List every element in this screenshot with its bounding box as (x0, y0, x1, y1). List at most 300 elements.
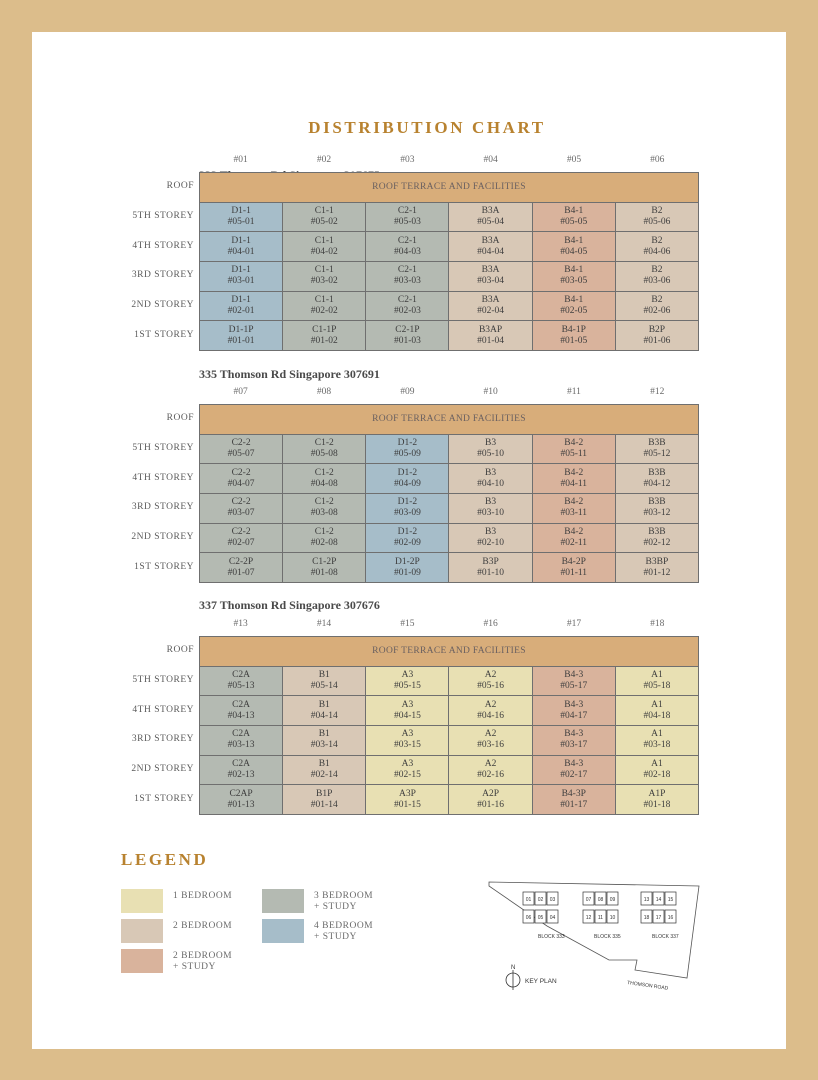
unit-number: #04-15 (393, 710, 421, 721)
unit-cell (616, 203, 698, 232)
unit-cell (200, 494, 282, 523)
unit-type: B2 (651, 205, 663, 216)
unit-number: #05-11 (560, 448, 588, 459)
key-plan-unit-number: 13 (643, 897, 650, 903)
unit-number: #04-14 (310, 710, 338, 721)
unit-number: #01-09 (393, 567, 421, 578)
key-plan-unit-number: 07 (585, 897, 592, 903)
unit-number: #02-11 (560, 537, 588, 548)
unit-type: C1-1 (314, 235, 334, 246)
unit-type: C2-1P (395, 324, 420, 335)
unit-number: #03-13 (227, 740, 255, 751)
unit-type: B4-3 (564, 758, 584, 769)
unit-type: B1 (318, 729, 330, 740)
unit-type: B1 (318, 699, 330, 710)
unit-type: A1 (651, 699, 663, 710)
storey-label: 1ST STOREY (134, 329, 194, 340)
unit-cell (366, 321, 448, 350)
unit-type: C1-1 (314, 294, 334, 305)
unit-cell (200, 262, 282, 291)
unit-type: A1 (651, 729, 663, 740)
legend-swatch (262, 919, 304, 943)
unit-cell (449, 203, 531, 232)
unit-cell (200, 726, 282, 755)
unit-cell (449, 524, 531, 553)
unit-type: C1-2 (314, 467, 334, 478)
unit-type: C2-2 (231, 437, 251, 448)
unit-grid-333 (199, 172, 699, 351)
storey-label: 5TH STOREY (132, 674, 194, 685)
unit-cell (449, 726, 531, 755)
key-plan-unit-number: 16 (667, 915, 674, 921)
unit-number: #02-18 (643, 769, 671, 780)
unit-number: #01-02 (310, 335, 338, 346)
unit-cell (533, 696, 615, 725)
unit-type: B4-3 (564, 699, 584, 710)
unit-number: #04-05 (560, 246, 588, 257)
unit-type: C2A (232, 729, 251, 740)
unit-number: #03-12 (643, 508, 671, 519)
unit-type: A1 (651, 758, 663, 769)
key-plan-unit-number: 05 (537, 915, 544, 921)
unit-type: B1 (318, 758, 330, 769)
legend-item-2-bedroom-study (121, 949, 232, 973)
column-header: #15 (400, 619, 415, 629)
unit-type: B2 (651, 265, 663, 276)
unit-type: A3P (398, 788, 416, 799)
legend-swatch (121, 949, 163, 973)
unit-number: #02-16 (477, 769, 505, 780)
unit-cell (616, 667, 698, 696)
unit-cell (533, 667, 615, 696)
unit-cell (616, 524, 698, 553)
unit-number: #05-16 (477, 680, 505, 691)
legend-item-4-bedroom-study (262, 919, 373, 943)
unit-type: B4-2 (564, 526, 584, 537)
unit-number: #02-06 (643, 305, 671, 316)
unit-type: C1-1 (314, 265, 334, 276)
unit-cell (283, 464, 365, 493)
column-header: #14 (316, 619, 332, 629)
unit-cell (366, 262, 448, 291)
unit-number: #01-12 (643, 567, 671, 578)
unit-type: A3 (401, 669, 414, 680)
unit-type: D1-2 (397, 526, 418, 537)
unit-type: D1-1 (231, 265, 251, 276)
unit-number: #02-03 (393, 305, 421, 316)
unit-cell (533, 553, 615, 582)
storey-label: 4TH STOREY (132, 704, 194, 715)
unit-cell (283, 696, 365, 725)
unit-type: A2 (484, 699, 497, 710)
storey-label: 3RD STOREY (131, 270, 194, 281)
column-header-row (199, 387, 699, 401)
unit-type: D1-1 (231, 235, 251, 246)
storey-label: ROOF (166, 181, 194, 191)
unit-type: B3 (485, 437, 497, 448)
unit-type: C2-2P (228, 556, 254, 567)
unit-number: #02-10 (477, 537, 505, 548)
unit-type: B2 (651, 235, 663, 246)
storey-labels (72, 636, 194, 815)
unit-cell (449, 553, 531, 582)
unit-type: A3 (401, 729, 414, 740)
unit-number: #05-04 (477, 216, 505, 227)
unit-number: #01-15 (393, 799, 421, 810)
block-label: BLOCK 335 (594, 934, 621, 940)
column-header-row (199, 155, 699, 169)
unit-number: #04-02 (310, 246, 338, 257)
unit-type: B4-3P (561, 788, 586, 799)
unit-type: C1-2 (314, 437, 334, 448)
unit-number: #03-01 (227, 276, 255, 287)
unit-type: B3AP (478, 324, 503, 335)
roof-terrace-band: ROOF TERRACE AND FACILITIES (200, 637, 698, 666)
unit-type: B3 (485, 497, 497, 508)
column-header: #06 (650, 155, 665, 165)
block-label: BLOCK 337 (652, 934, 679, 940)
unit-cell (283, 756, 365, 785)
unit-cell (200, 203, 282, 232)
unit-type: B3 (485, 526, 497, 537)
unit-cell (533, 321, 615, 350)
column-header-row (199, 619, 699, 633)
unit-type: C2-1 (397, 265, 417, 276)
storey-label: 4TH STOREY (132, 240, 194, 251)
unit-cell (449, 464, 531, 493)
unit-cell (449, 321, 531, 350)
storey-label: 2ND STOREY (131, 300, 194, 311)
brochure-sheet (32, 32, 786, 1049)
unit-number: #02-01 (227, 305, 255, 316)
unit-cell (366, 667, 448, 696)
unit-type: D1-1P (228, 324, 254, 335)
storey-label: ROOF (166, 413, 194, 423)
legend-item-2-bedroom (121, 919, 232, 943)
unit-type: B4-1 (564, 235, 584, 246)
unit-type: A2 (484, 729, 497, 740)
key-plan-unit-number: 06 (525, 915, 532, 921)
unit-type: B3A (481, 294, 500, 305)
column-header: #02 (316, 155, 332, 165)
column-header: #17 (566, 619, 582, 629)
unit-number: #05-09 (393, 448, 421, 459)
legend-item-1-bedroom (121, 889, 232, 913)
key-plan-unit-number: 17 (655, 915, 662, 921)
unit-number: #02-17 (560, 769, 588, 780)
unit-cell (616, 553, 698, 582)
unit-number: #03-09 (393, 508, 421, 519)
unit-cell (283, 524, 365, 553)
unit-type: B4-2 (564, 497, 584, 508)
storey-label: 5TH STOREY (132, 210, 194, 221)
unit-type: B3BP (645, 556, 669, 567)
unit-cell (533, 232, 615, 261)
unit-type: D1-2P (395, 556, 420, 567)
unit-cell (283, 667, 365, 696)
unit-type: C1-2P (312, 556, 337, 567)
unit-type: B3B (648, 437, 666, 448)
unit-number: #04-18 (643, 710, 671, 721)
column-header: #03 (400, 155, 415, 165)
unit-cell (533, 464, 615, 493)
column-header: #11 (567, 387, 581, 397)
unit-number: #04-16 (477, 710, 505, 721)
unit-cell (200, 524, 282, 553)
unit-type: B4-1P (561, 324, 586, 335)
unit-number: #01-05 (560, 335, 588, 346)
unit-number: #01-07 (227, 567, 255, 578)
key-plan-unit-number: 09 (609, 897, 616, 903)
unit-number: #01-18 (643, 799, 671, 810)
unit-type: D1-1 (231, 294, 251, 305)
unit-type: C2A (232, 758, 251, 769)
column-header: #05 (566, 155, 582, 165)
unit-cell (449, 292, 531, 321)
unit-cell (533, 494, 615, 523)
unit-number: #05-05 (560, 216, 588, 227)
unit-cell (533, 524, 615, 553)
unit-cell (616, 785, 698, 814)
unit-type: B3A (481, 265, 500, 276)
block-title: 337 Thomson Rd Singapore 307676 (199, 598, 380, 612)
unit-type: C1-2 (314, 526, 334, 537)
unit-type: B3A (481, 205, 500, 216)
key-plan-unit-number: 12 (585, 915, 592, 921)
unit-number: #04-11 (560, 478, 588, 489)
unit-number: #03-06 (643, 276, 671, 287)
unit-cell (200, 696, 282, 725)
unit-cell (283, 435, 365, 464)
unit-cell (533, 292, 615, 321)
unit-type: C2A (232, 669, 251, 680)
unit-number: #01-06 (643, 335, 671, 346)
unit-cell (616, 696, 698, 725)
key-plan-unit-number: 04 (549, 915, 556, 921)
unit-type: B4-3 (564, 669, 584, 680)
unit-number: #03-16 (477, 740, 505, 751)
unit-number: #04-10 (477, 478, 505, 489)
unit-cell (449, 232, 531, 261)
unit-type: C2-1 (397, 235, 417, 246)
unit-cell (616, 262, 698, 291)
unit-cell (366, 464, 448, 493)
unit-cell (283, 785, 365, 814)
unit-type: B4-2 (564, 467, 584, 478)
unit-cell (533, 756, 615, 785)
unit-cell (449, 756, 531, 785)
unit-type: A2P (482, 788, 500, 799)
column-header: #07 (233, 387, 248, 397)
column-header: #10 (483, 387, 498, 397)
key-plan-unit-number: 02 (537, 897, 544, 903)
unit-number: #02-02 (310, 305, 338, 316)
unit-number: #02-05 (560, 305, 588, 316)
unit-type: A3 (401, 699, 414, 710)
north-label: N (511, 965, 516, 971)
unit-cell (616, 494, 698, 523)
unit-type: C2-2 (231, 526, 251, 537)
unit-type: C1-1 (314, 205, 334, 216)
unit-type: B3B (648, 526, 666, 537)
unit-cell (366, 435, 448, 464)
unit-cell (449, 262, 531, 291)
key-plan-unit-number: 01 (525, 897, 532, 903)
column-header: #08 (316, 387, 332, 397)
unit-type: B4-2P (561, 556, 586, 567)
unit-type: B3 (485, 467, 497, 478)
unit-number: #02-12 (643, 537, 671, 548)
unit-type: D1-2 (397, 437, 418, 448)
unit-cell (366, 726, 448, 755)
unit-type: D1-1 (231, 205, 251, 216)
unit-cell (200, 435, 282, 464)
unit-type: D1-2 (397, 467, 418, 478)
unit-cell (533, 435, 615, 464)
unit-cell (616, 232, 698, 261)
unit-cell (200, 464, 282, 493)
unit-cell (200, 292, 282, 321)
unit-number: #03-17 (560, 740, 588, 751)
unit-type: D1-2 (397, 497, 418, 508)
column-header: #13 (233, 619, 248, 629)
legend-swatch (262, 889, 304, 913)
unit-cell (533, 262, 615, 291)
block-label: BLOCK 333 (538, 934, 565, 940)
unit-number: #01-10 (477, 567, 505, 578)
unit-cell (200, 667, 282, 696)
key-plan-unit-number: 15 (667, 897, 674, 903)
unit-type: C2A (232, 699, 251, 710)
unit-number: #03-11 (560, 508, 588, 519)
unit-cell (283, 726, 365, 755)
unit-number: #02-13 (227, 769, 255, 780)
key-plan-unit-number: 14 (655, 897, 662, 903)
unit-number: #01-01 (227, 335, 255, 346)
unit-type: C2-2 (231, 467, 251, 478)
unit-cell (366, 756, 448, 785)
unit-type: A2 (484, 758, 497, 769)
column-header: #12 (650, 387, 665, 397)
unit-number: #01-04 (477, 335, 505, 346)
unit-number: #01-11 (560, 567, 588, 578)
unit-number: #01-13 (227, 799, 255, 810)
legend-swatch (121, 889, 163, 913)
unit-cell (366, 203, 448, 232)
unit-cell (616, 726, 698, 755)
unit-cell (366, 696, 448, 725)
unit-cell (200, 756, 282, 785)
unit-cell (449, 494, 531, 523)
unit-cell (283, 203, 365, 232)
unit-number: #03-08 (310, 508, 338, 519)
unit-type: B2 (651, 294, 663, 305)
unit-cell (616, 435, 698, 464)
unit-number: #04-08 (310, 478, 338, 489)
column-header: #04 (483, 155, 498, 165)
unit-number: #05-07 (227, 448, 255, 459)
unit-grid-337 (199, 636, 699, 815)
key-plan-label: KEY PLAN (525, 978, 557, 985)
unit-number: #05-08 (310, 448, 338, 459)
unit-number: #04-06 (643, 246, 671, 257)
unit-type: B3A (481, 235, 500, 246)
unit-type: A3 (401, 758, 414, 769)
legend-item-3-bedroom-study (262, 889, 373, 913)
unit-cell (616, 292, 698, 321)
unit-cell (366, 524, 448, 553)
unit-number: #04-03 (393, 246, 421, 257)
storey-labels (72, 172, 194, 351)
unit-cell (616, 464, 698, 493)
roof-terrace-band: ROOF TERRACE AND FACILITIES (200, 405, 698, 434)
unit-number: #05-17 (560, 680, 588, 691)
unit-type: B4-1 (564, 205, 584, 216)
unit-type: B3B (648, 467, 666, 478)
unit-number: #02-14 (310, 769, 338, 780)
unit-number: #03-05 (560, 276, 588, 287)
unit-number: #03-10 (477, 508, 505, 519)
unit-number: #04-17 (560, 710, 588, 721)
legend-label: 3 BEDROOM + STUDY (314, 891, 374, 912)
unit-type: B1 (318, 669, 330, 680)
unit-cell (533, 726, 615, 755)
unit-number: #05-12 (643, 448, 671, 459)
column-header: #18 (650, 619, 665, 629)
unit-type: B4-1 (564, 294, 584, 305)
unit-number: #02-15 (393, 769, 421, 780)
column-header: #01 (233, 155, 248, 165)
key-plan (487, 880, 702, 995)
unit-number: #03-04 (477, 276, 505, 287)
unit-type: C2-2 (231, 497, 251, 508)
unit-cell (283, 262, 365, 291)
unit-number: #02-04 (477, 305, 505, 316)
unit-cell (533, 785, 615, 814)
block-title: 335 Thomson Rd Singapore 307691 (199, 367, 380, 381)
unit-cell (200, 232, 282, 261)
unit-type: B4-1 (564, 265, 584, 276)
storey-label: 4TH STOREY (132, 472, 194, 483)
road-label: THOMSON ROAD (626, 980, 669, 992)
legend-label: 4 BEDROOM + STUDY (314, 921, 374, 942)
unit-cell (200, 553, 282, 582)
column-header: #09 (400, 387, 415, 397)
unit-number: #04-04 (477, 246, 505, 257)
unit-type: A2 (484, 669, 497, 680)
unit-number: #01-03 (393, 335, 421, 346)
unit-cell (200, 785, 282, 814)
unit-number: #03-15 (393, 740, 421, 751)
unit-number: #05-06 (643, 216, 671, 227)
unit-cell (283, 321, 365, 350)
unit-type: B3P (482, 556, 499, 567)
unit-number: #02-07 (227, 537, 255, 548)
storey-labels (72, 404, 194, 583)
unit-cell (366, 553, 448, 582)
unit-type: B1P (316, 788, 333, 799)
unit-number: #03-02 (310, 276, 338, 287)
unit-number: #05-02 (310, 216, 338, 227)
unit-number: #01-14 (310, 799, 338, 810)
unit-cell (283, 232, 365, 261)
unit-cell (366, 494, 448, 523)
unit-number: #03-03 (393, 276, 421, 287)
storey-label: 1ST STOREY (134, 793, 194, 804)
unit-number: #05-01 (227, 216, 255, 227)
unit-number: #02-08 (310, 537, 338, 548)
unit-number: #04-13 (227, 710, 255, 721)
